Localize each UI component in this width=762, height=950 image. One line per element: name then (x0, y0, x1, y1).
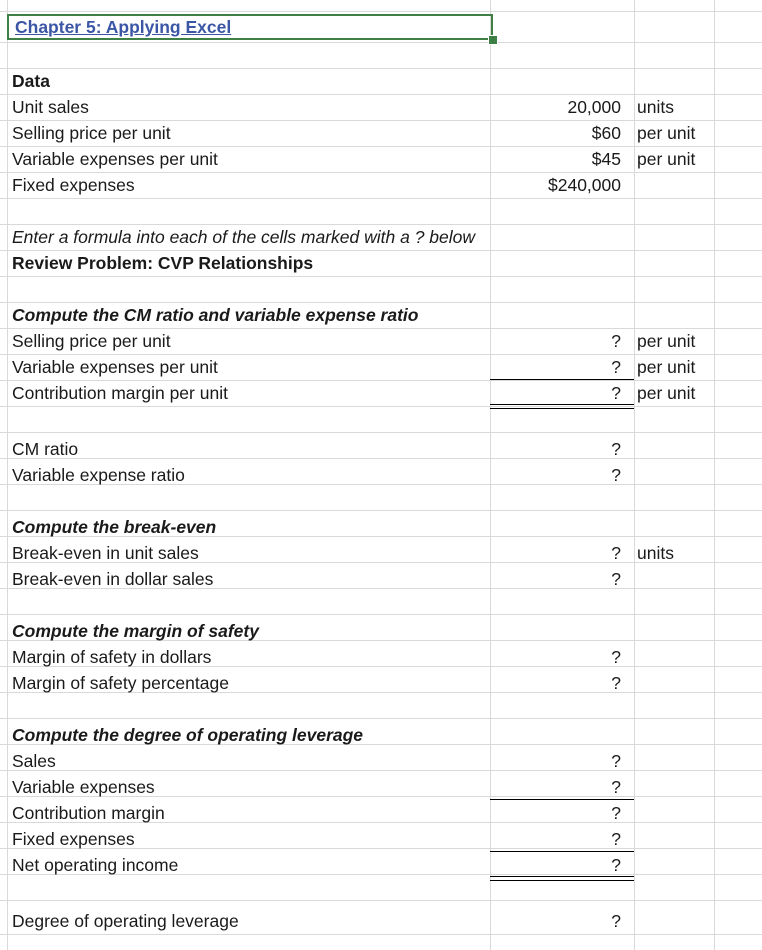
instruction-text[interactable]: Enter a formula into each of the cells marked with a ? below (12, 227, 476, 247)
ratio-value[interactable]: ? (611, 465, 621, 485)
cm-row-value[interactable]: ? (611, 357, 621, 377)
subtotal-rule (490, 851, 634, 852)
leverage-row-value[interactable]: ? (611, 803, 621, 823)
dol-label[interactable]: Degree of operating leverage (12, 911, 239, 931)
leverage-row-value[interactable]: ? (611, 829, 621, 849)
cm-row-unit[interactable]: per unit (637, 357, 696, 377)
leverage-row-label[interactable]: Variable expenses (12, 777, 155, 797)
ratio-label[interactable]: CM ratio (12, 439, 79, 459)
data-row-label[interactable]: Selling price per unit (12, 123, 171, 143)
cm-row-unit[interactable]: per unit (637, 331, 696, 351)
safety-row-value[interactable]: ? (611, 673, 621, 693)
cm-row-value[interactable]: ? (611, 383, 621, 403)
leverage-heading[interactable]: Compute the degree of operating leverage (12, 725, 364, 745)
ratio-value[interactable]: ? (611, 439, 621, 459)
cm-row-label[interactable]: Contribution margin per unit (12, 383, 228, 403)
leverage-row-label[interactable]: Fixed expenses (12, 829, 135, 849)
breakeven-row-label[interactable]: Break-even in unit sales (12, 543, 199, 563)
data-row-value[interactable]: 20,000 (567, 97, 621, 117)
fill-handle[interactable] (488, 35, 498, 45)
cm-row-unit[interactable]: per unit (637, 383, 696, 403)
cm-row-label[interactable]: Selling price per unit (12, 331, 171, 351)
cm-row-value[interactable]: ? (611, 331, 621, 351)
data-row-unit[interactable]: per unit (637, 123, 696, 143)
leverage-row-value[interactable]: ? (611, 855, 621, 875)
ratio-label[interactable]: Variable expense ratio (12, 465, 185, 485)
leverage-row-value[interactable]: ? (611, 777, 621, 797)
subtotal-rule (490, 799, 634, 800)
leverage-row-label[interactable]: Sales (12, 751, 56, 771)
review-heading[interactable]: Review Problem: CVP Relationships (12, 253, 314, 273)
data-row-value[interactable]: $240,000 (548, 175, 621, 195)
data-heading: Data (12, 71, 50, 91)
safety-row-value[interactable]: ? (611, 647, 621, 667)
title-cell[interactable]: Chapter 5: Applying Excel (7, 14, 493, 40)
data-row-unit[interactable]: per unit (637, 149, 696, 169)
data-row-label[interactable]: Unit sales (12, 97, 89, 117)
breakeven-row-unit[interactable]: units (637, 543, 674, 563)
cm-row-label[interactable]: Variable expenses per unit (12, 357, 218, 377)
cm-heading[interactable]: Compute the CM ratio and variable expense ratio (12, 305, 419, 325)
safety-heading[interactable]: Compute the margin of safety (12, 621, 259, 641)
subtotal-rule (490, 379, 634, 380)
leverage-row-value[interactable]: ? (611, 751, 621, 771)
data-row-label[interactable]: Variable expenses per unit (12, 149, 218, 169)
leverage-row-label[interactable]: Contribution margin (12, 803, 165, 823)
data-row-value[interactable]: $45 (591, 149, 621, 169)
data-row-unit[interactable]: units (637, 97, 674, 117)
data-row-label[interactable]: Fixed expenses (12, 175, 135, 195)
leverage-row-label[interactable]: Net operating income (12, 855, 179, 875)
safety-row-label[interactable]: Margin of safety percentage (12, 673, 229, 693)
breakeven-row-value[interactable]: ? (611, 543, 621, 563)
dol-value[interactable]: ? (611, 911, 621, 931)
total-double-rule (490, 876, 634, 881)
breakeven-row-label[interactable]: Break-even in dollar sales (12, 569, 214, 589)
breakeven-heading[interactable]: Compute the break-even (12, 517, 217, 537)
data-row-value[interactable]: $60 (591, 123, 621, 143)
breakeven-row-value[interactable]: ? (611, 569, 621, 589)
total-double-rule (490, 404, 634, 409)
safety-row-label[interactable]: Margin of safety in dollars (12, 647, 212, 667)
